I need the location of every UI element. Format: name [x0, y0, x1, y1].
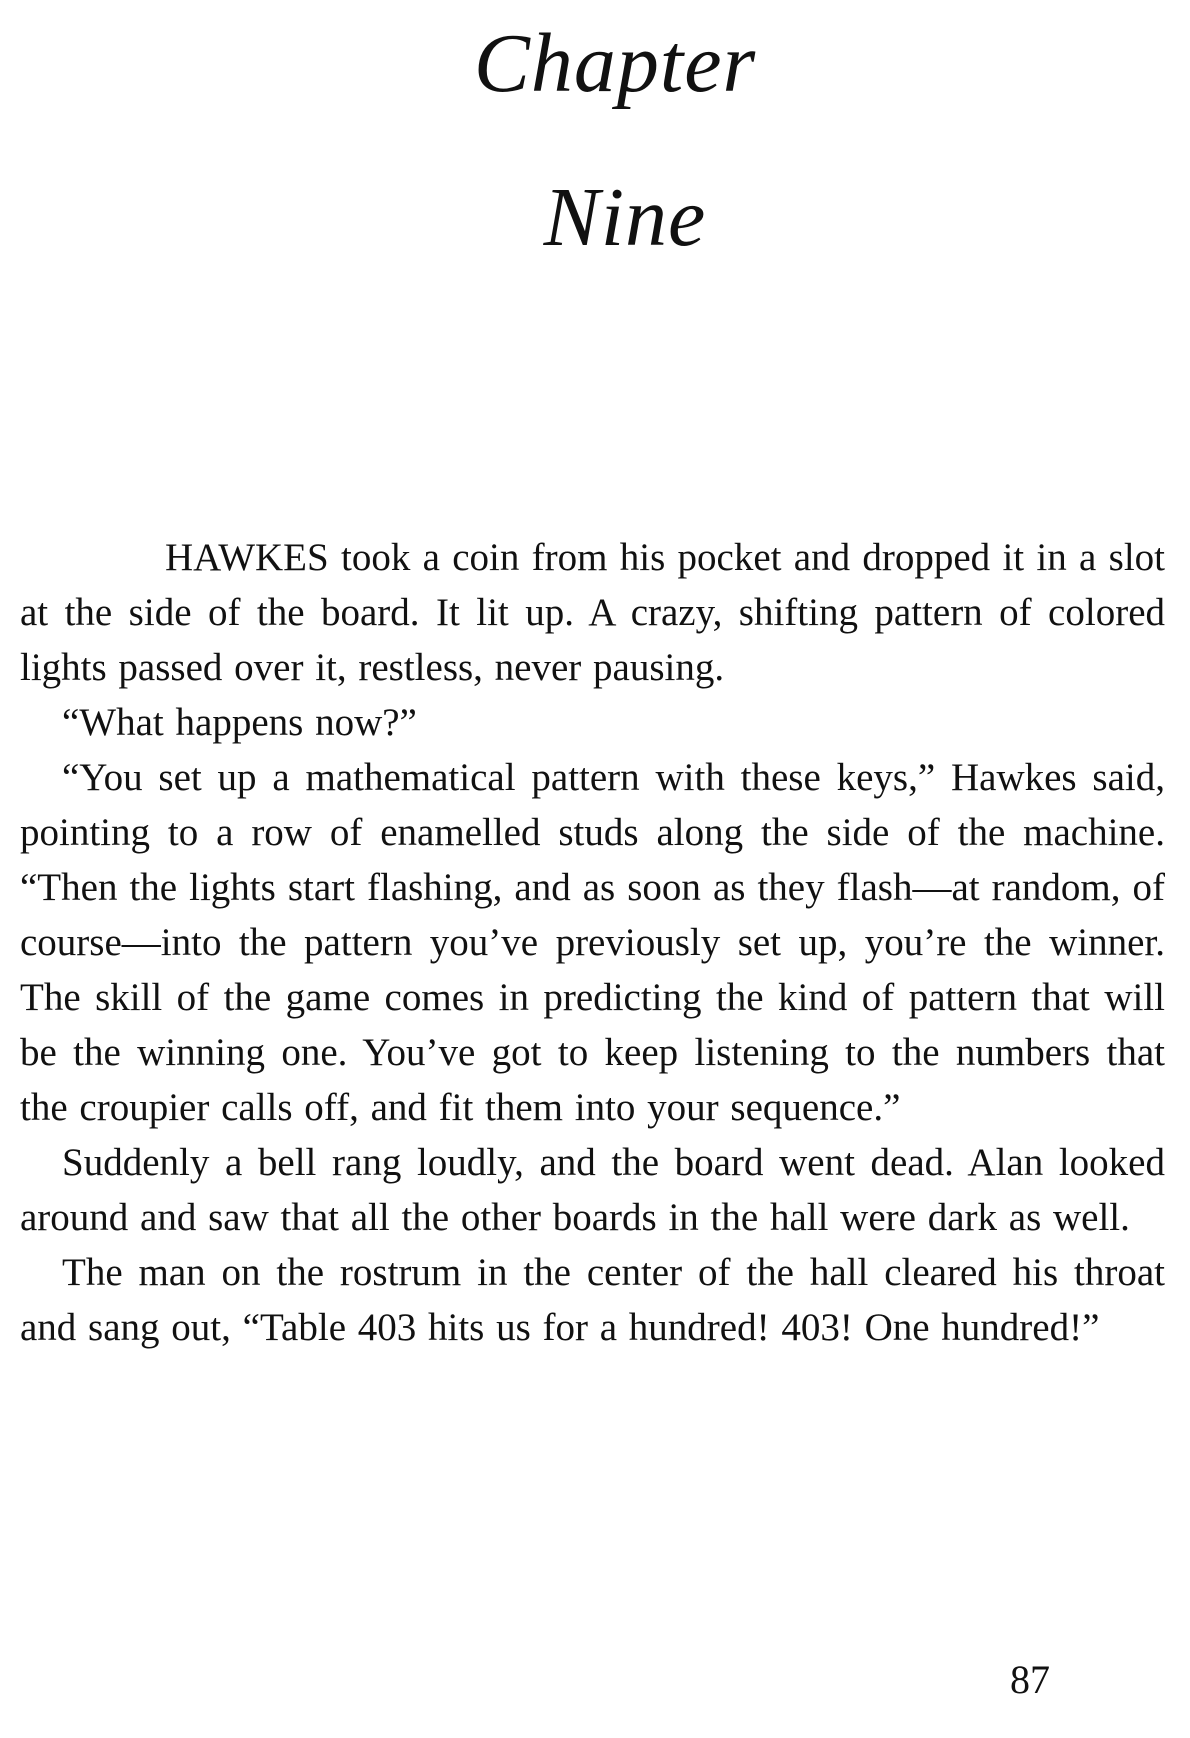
paragraph: Suddenly a bell rang loudly, and the board went dead. Alan looked around and saw that all the other boards in the hall were dark as well. [20, 1141, 1165, 1239]
paragraph: “What happens now?” [62, 701, 417, 744]
paragraph: “You set up a mathematical pattern with these keys,” Hawkes said, pointing to a row of enamelled studs along the side of the machine. “Then the lights start flashing, and as soon as they flash—at random, of course—into the pattern you’ve previously set up, you’re the winner. The skill of the game comes in predicting the kind of pattern that will be the winning one. You’ve got to keep listening to the numbers that the croupier calls off, and fit them into your sequence.” [20, 756, 1165, 1129]
chapter-heading-word: Chapter [473, 17, 757, 110]
chapter-heading-number: Nine [543, 171, 707, 264]
chapter-body [20, 530, 1165, 1355]
paragraph: HAWKES took a coin from his pocket and dropped it in a slot at the side of the board. It lit up. A crazy, shifting pattern of colored lights passed over it, restless, never pausing. [20, 536, 1165, 689]
page-number: 87 [1010, 1657, 1050, 1702]
paragraph: The man on the rostrum in the center of the hall cleared his throat and sang out, “Table 403 hits us for a hundred! 403! One hundred!” [20, 1251, 1165, 1349]
